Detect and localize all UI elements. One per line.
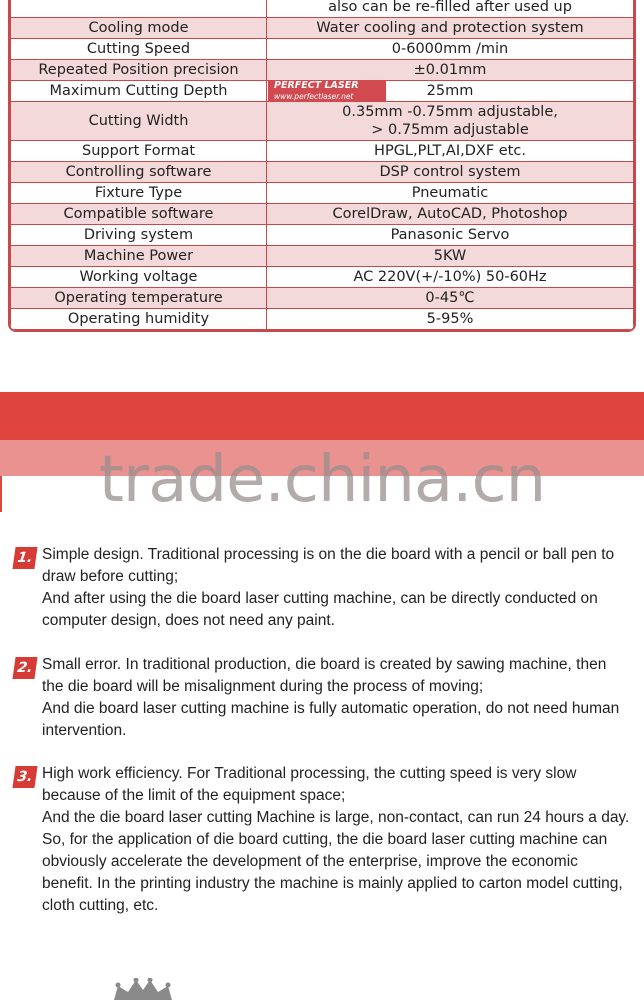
spec-row [11, 204, 634, 225]
spec-value-line: Water cooling and protection system [316, 20, 584, 36]
spec-value-line: Panasonic Servo [390, 227, 510, 243]
spec-value-line: 0.35mm -0.75mm adjustable, [342, 104, 558, 120]
spec-row [11, 267, 634, 288]
spec-value [267, 183, 634, 204]
spec-row [11, 309, 634, 330]
spec-label: Fixture Type [11, 183, 267, 204]
feature-item [14, 544, 632, 632]
spec-row [11, 141, 634, 162]
spec-label: Cooling mode [11, 18, 267, 39]
feature-paragraph: High work efficiency. For Traditional processing, the cutting speed is very slow because of the limit of the equipment space; [42, 765, 577, 804]
spec-value-line: CorelDraw, AutoCAD, Photoshop [332, 206, 568, 222]
feature-paragraph: Small error. In traditional production, die board is created by sawing machine, then the die board will be misalignment during the process of moving; [42, 656, 607, 695]
spec-value-line: 5-95% [426, 311, 474, 327]
spec-value [267, 309, 634, 330]
spec-value-line: HPGL,PLT,AI,DXF etc. [374, 143, 526, 159]
spec-value [267, 225, 634, 246]
spec-value [267, 39, 634, 60]
spec-value [267, 0, 634, 18]
spec-value-line: ±0.01mm [413, 62, 487, 78]
spec-label: Compatible software [11, 204, 267, 225]
spec-label: Driving system [11, 225, 267, 246]
feature-paragraph: And die board laser cutting machine is fully automatic operation, do not need human intervention. [42, 700, 620, 739]
spec-row [11, 183, 634, 204]
trade-china-watermark: trade.china.cn [98, 443, 546, 517]
spec-label [11, 0, 267, 18]
spec-value [267, 204, 634, 225]
feature-number-badge: 3. [12, 766, 37, 788]
logo-url: www.perfectlaser.net [274, 92, 354, 101]
spec-row [11, 39, 634, 60]
spec-row [11, 18, 634, 39]
spec-label: Cutting Width [11, 102, 267, 141]
spec-value-line: AC 220V(+/-10%) 50-60Hz [353, 269, 547, 285]
spec-table [8, 0, 636, 332]
spec-value-line: also can be re-filled after used up [328, 0, 572, 15]
spec-value-line: 5KW [433, 248, 467, 264]
spec-value [267, 162, 634, 183]
spec-row [11, 0, 634, 18]
spec-value [267, 141, 634, 162]
spec-row [11, 288, 634, 309]
spec-row [11, 102, 634, 141]
spec-value-line: Pneumatic [411, 185, 489, 201]
feature-item [14, 654, 632, 742]
spec-value-line: 0-6000mm /min [391, 41, 509, 57]
feature-paragraph: And the die board laser cutting Machine is large, non-contact, can run 24 hours a day. So, for the application of die board cutting, the die board laser cutting machine can obviously accelerate the development of the enterprise, improve the economic benefit. In the printing industry the machine is mainly applied to carton model cutting, cloth cutting, etc. [42, 809, 630, 914]
feature-paragraph: Simple design. Traditional processing is on the die board with a pencil or ball pen to draw before cutting; [42, 546, 615, 585]
spec-label: Maximum Cutting Depth [11, 81, 267, 102]
spec-row [11, 225, 634, 246]
feature-number-badge: 2. [12, 657, 37, 679]
feature-number-badge: 1. [12, 547, 37, 569]
feature-paragraph: And after using the die board laser cutting machine, can be directly conducted on computer design, does not need any paint. [42, 590, 598, 629]
spec-label: Machine Power [11, 246, 267, 267]
spec-value [267, 60, 634, 81]
spec-label: Repeated Position precision [11, 60, 267, 81]
perfect-laser-logo [268, 80, 386, 102]
spec-value [267, 288, 634, 309]
spec-label: Operating temperature [11, 288, 267, 309]
spec-row [11, 162, 634, 183]
spec-value [267, 246, 634, 267]
spec-value-line: DSP control system [379, 164, 521, 180]
logo-brand: PERFECT LASER [274, 80, 359, 91]
spec-label: Controlling software [11, 162, 267, 183]
spec-value-line: 25mm [426, 83, 474, 99]
spec-label: Operating humidity [11, 309, 267, 330]
spec-value [267, 102, 634, 141]
spec-label: Support Format [11, 141, 267, 162]
spec-table-grid [10, 0, 634, 330]
spec-label: Working voltage [11, 267, 267, 288]
spec-value-line: > 0.75mm adjustable [371, 122, 529, 138]
banner-top-band [0, 392, 644, 440]
spec-value [267, 18, 634, 39]
spec-row [11, 246, 634, 267]
crown-icon [110, 978, 176, 1000]
spec-row [11, 60, 634, 81]
spec-value-line: 0-45℃ [425, 290, 475, 306]
feature-text [42, 654, 632, 742]
spec-label: Cutting Speed [11, 39, 267, 60]
spec-value [267, 267, 634, 288]
feature-text [42, 544, 632, 632]
feature-item [14, 763, 632, 917]
feature-text [42, 763, 632, 917]
